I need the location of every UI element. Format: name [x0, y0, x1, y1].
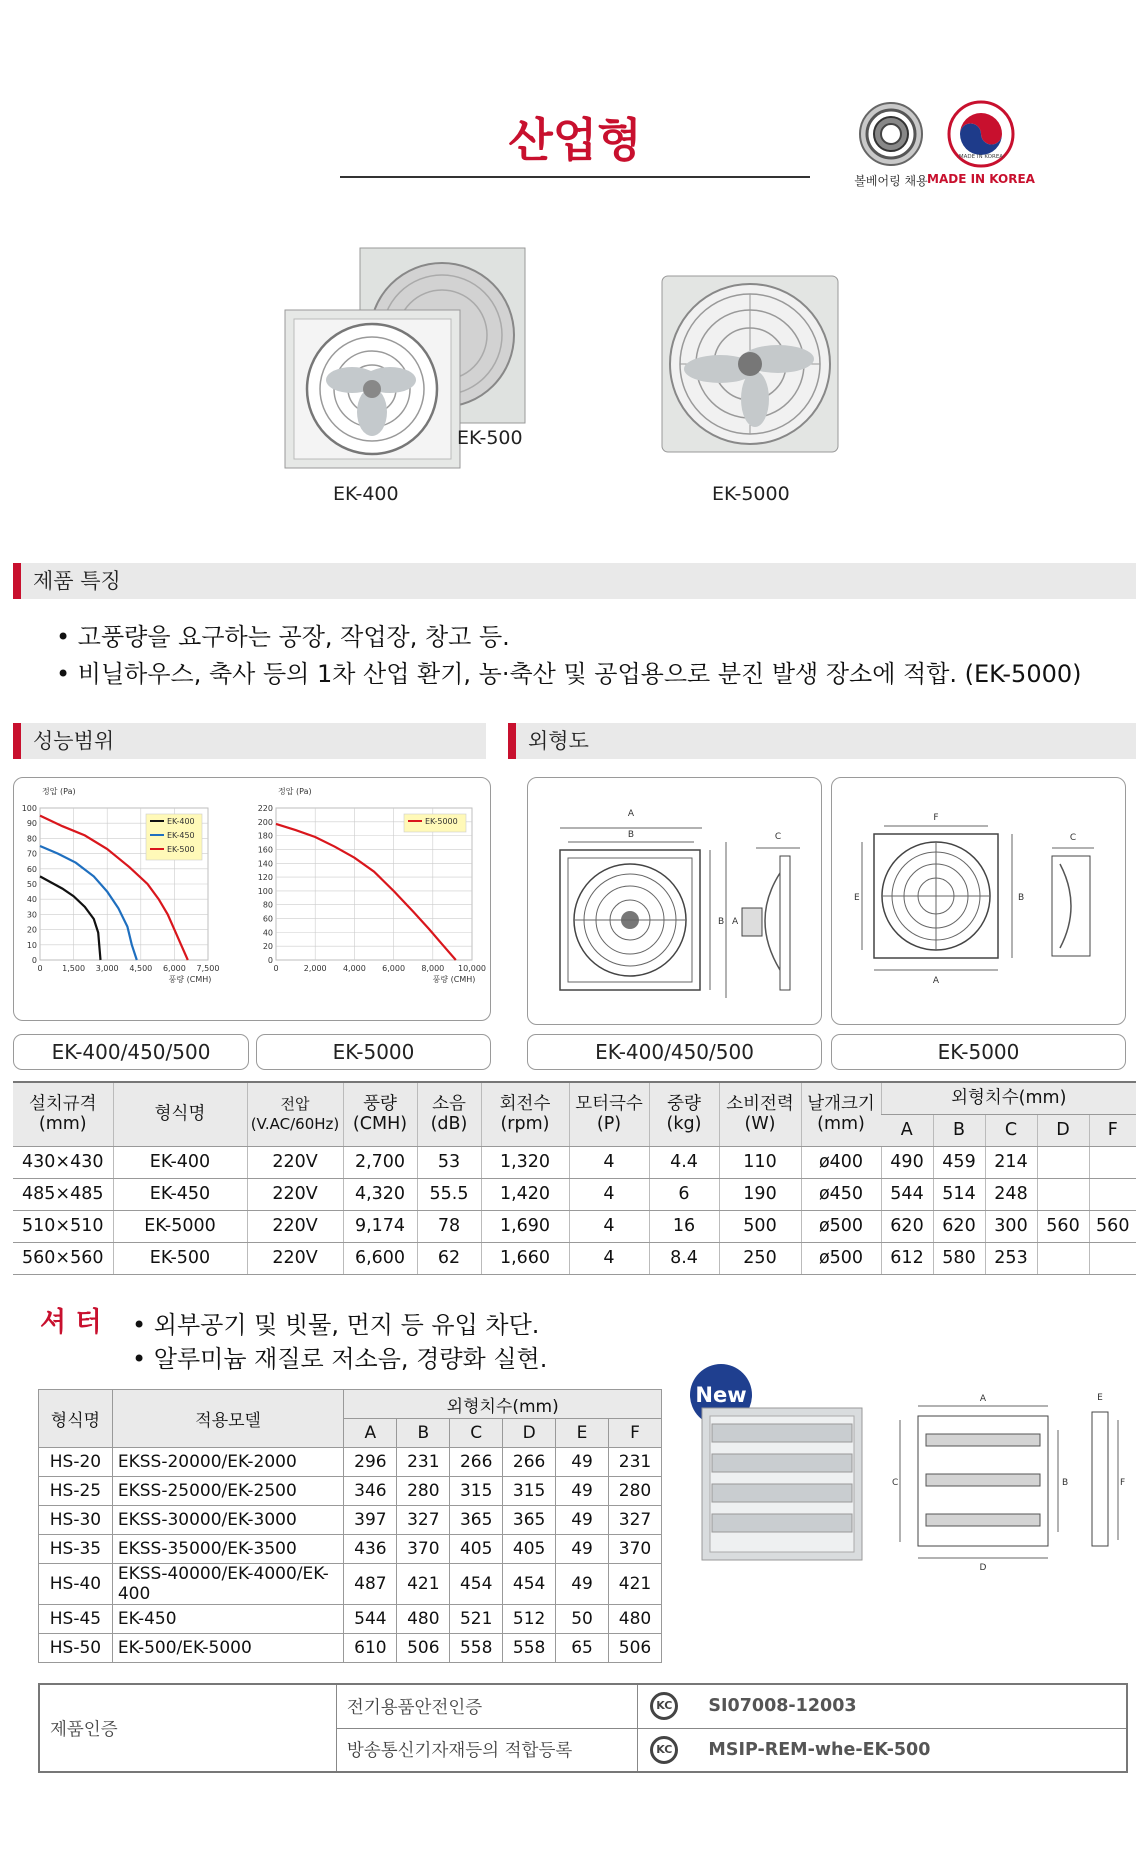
- shutter-row: [39, 1477, 662, 1506]
- spec-table: [13, 1081, 1136, 1275]
- dim-e: E: [854, 893, 860, 903]
- certification-label: 제품인증: [39, 1684, 336, 1772]
- chart-y-tick: 200: [257, 817, 273, 827]
- spec-cell: 1,420: [481, 1178, 569, 1210]
- shutter-cell: 421: [608, 1564, 661, 1605]
- chart-y-tick: 50: [26, 880, 37, 889]
- chart-y-tick: 0: [267, 956, 273, 965]
- spec-cell: 4: [569, 1146, 649, 1178]
- shutter-table: [38, 1389, 662, 1663]
- spec-cell: 248: [985, 1178, 1037, 1210]
- shutter-header-applies: 적용모델: [112, 1390, 344, 1448]
- spec-header-dims: 외형치수(mm): [881, 1082, 1136, 1114]
- shutter-cell: 231: [397, 1448, 450, 1477]
- chart-y-label: 정압 (Pa): [278, 787, 312, 796]
- spec-cell: 4: [569, 1178, 649, 1210]
- shutter-cell: HS-40: [39, 1564, 113, 1605]
- shutter-cell: 327: [608, 1506, 661, 1535]
- spec-cell: [1089, 1242, 1136, 1274]
- spec-cell: 4: [569, 1210, 649, 1242]
- certification-name: 방송통신기자재등의 적합등록: [336, 1728, 637, 1772]
- spec-header-volt: 전압 (V.AC/60Hz): [247, 1082, 343, 1146]
- chart-y-tick: 10: [26, 940, 37, 950]
- shutter-cell: 280: [397, 1477, 450, 1506]
- shutter-cell: 49: [556, 1535, 609, 1564]
- spec-row: [13, 1178, 1136, 1210]
- chart-x-tick: 6,000: [162, 964, 186, 973]
- ek-5000-photo: [660, 274, 840, 454]
- spec-dim-col: A: [881, 1114, 933, 1146]
- shutter-cell: HS-20: [39, 1448, 113, 1477]
- shutter-cell: 315: [450, 1477, 503, 1506]
- shutter-cell: 49: [556, 1506, 609, 1535]
- chart-y-tick: 60: [262, 914, 273, 924]
- certification-number: SI07008-12003: [708, 1696, 857, 1717]
- performance-label-2: EK-5000: [256, 1034, 491, 1070]
- spec-cell: 78: [417, 1210, 481, 1242]
- spec-header-flow: 풍량 (CMH): [343, 1082, 417, 1146]
- dim-b: B: [627, 830, 635, 840]
- shutter-cell: 454: [503, 1564, 556, 1605]
- shutter-cell: 436: [344, 1535, 397, 1564]
- performance-label-1: EK-400/450/500: [13, 1034, 249, 1070]
- chart-y-tick: 120: [257, 873, 273, 883]
- shutter-row: [39, 1634, 662, 1663]
- spec-cell: 110: [719, 1146, 801, 1178]
- chart-legend-label: EK-5000: [425, 817, 458, 826]
- spec-cell: 214: [985, 1146, 1037, 1178]
- chart-x-tick: 3,000: [95, 964, 119, 973]
- certification-number-cell: [638, 1728, 1127, 1772]
- spec-row: [13, 1146, 1136, 1178]
- shutter-cell: EKSS-20000/EK-2000: [112, 1448, 344, 1477]
- chart-y-tick: 160: [257, 845, 273, 855]
- performance-heading: 성능범위: [13, 723, 486, 759]
- spec-cell: 300: [985, 1210, 1037, 1242]
- shutter-cell: EKSS-30000/EK-3000: [112, 1506, 344, 1535]
- shutter-cell: 544: [344, 1605, 397, 1634]
- shutter-dim-col: B: [397, 1419, 450, 1448]
- certification-name: 전기용품안전인증: [336, 1684, 637, 1728]
- certification-number: MSIP-REM-whe-EK-500: [708, 1739, 931, 1760]
- spec-cell: 500: [719, 1210, 801, 1242]
- page-title: 산업형: [508, 113, 642, 167]
- shutter-cell: 365: [450, 1506, 503, 1535]
- chart-y-tick: 80: [26, 834, 37, 844]
- spec-cell: 220V: [247, 1178, 343, 1210]
- kc-mark-icon: KC: [650, 1692, 678, 1720]
- shutter-cell: 370: [397, 1535, 450, 1564]
- chart-y-tick: 30: [26, 910, 37, 920]
- spec-cell: [1037, 1242, 1089, 1274]
- spec-cell: ø500: [801, 1210, 881, 1242]
- outline-heading: 외형도: [508, 723, 1136, 759]
- shutter-dim-col: A: [344, 1419, 397, 1448]
- spec-cell: 6,600: [343, 1242, 417, 1274]
- shutter-cell: 405: [503, 1535, 556, 1564]
- shutter-header-model: 형식명: [39, 1390, 113, 1448]
- chart-x-tick: 4,000: [342, 964, 366, 973]
- spec-cell: 62: [417, 1242, 481, 1274]
- chart-y-tick: 40: [26, 895, 37, 905]
- shutter-cell: HS-50: [39, 1634, 113, 1663]
- shutter-dim-col: D: [503, 1419, 556, 1448]
- spec-cell: [1037, 1146, 1089, 1178]
- korea-flag-icon: [946, 98, 1016, 170]
- shutter-row: [39, 1564, 662, 1605]
- shutter-cell: 327: [397, 1506, 450, 1535]
- chart-y-tick: 60: [26, 864, 37, 874]
- shutter-cell: 296: [344, 1448, 397, 1477]
- spec-cell: 190: [719, 1178, 801, 1210]
- spec-cell: 514: [933, 1178, 985, 1210]
- shutter-cell: 397: [344, 1506, 397, 1535]
- spec-cell: 560×560: [13, 1242, 113, 1274]
- shutter-dim-c: C: [892, 1478, 899, 1488]
- shutter-cell: 231: [608, 1448, 661, 1477]
- spec-header-power: 소비전력 (W): [719, 1082, 801, 1146]
- shutter-cell: HS-45: [39, 1605, 113, 1634]
- shutter-cell: 49: [556, 1564, 609, 1605]
- shutter-cell: 65: [556, 1634, 609, 1663]
- chart-legend-label: EK-450: [167, 831, 195, 840]
- spec-row: [13, 1242, 1136, 1274]
- spec-dim-col: C: [985, 1114, 1037, 1146]
- shutter-cell: 370: [608, 1535, 661, 1564]
- spec-header-blade: 날개크기 (mm): [801, 1082, 881, 1146]
- spec-cell: EK-450: [113, 1178, 247, 1210]
- certification-number-cell: [638, 1684, 1127, 1728]
- shutter-cell: 512: [503, 1605, 556, 1634]
- spec-cell: 8.4: [649, 1242, 719, 1274]
- shutter-cell: EKSS-40000/EK-4000/EK-400: [112, 1564, 344, 1605]
- dim-a-vertical: A: [732, 917, 739, 927]
- chart-x-tick: 4,500: [129, 964, 153, 973]
- chart-legend-label: EK-400: [167, 817, 195, 826]
- shutter-cell: 266: [503, 1448, 556, 1477]
- spec-cell: 53: [417, 1146, 481, 1178]
- spec-cell: 2,700: [343, 1146, 417, 1178]
- chart-x-tick: 10,000: [458, 964, 486, 973]
- dim-a: A: [627, 809, 635, 819]
- shutter-dim-col: C: [450, 1419, 503, 1448]
- dim-f: F: [933, 813, 939, 823]
- shutter-title: 셔 터: [40, 1307, 102, 1338]
- made-in-korea-label: MADE IN KOREA: [927, 172, 1035, 186]
- shutter-cell: 558: [450, 1634, 503, 1663]
- shutter-cell: 558: [503, 1634, 556, 1663]
- shutter-cell: EK-450: [112, 1605, 344, 1634]
- spec-cell: 560: [1089, 1210, 1136, 1242]
- chart-y-tick: 70: [26, 849, 37, 859]
- chart-y-tick: 40: [262, 928, 273, 938]
- spec-cell: 220V: [247, 1242, 343, 1274]
- shutter-row: [39, 1605, 662, 1634]
- shutter-cell: 346: [344, 1477, 397, 1506]
- title-underline: [340, 176, 810, 178]
- spec-cell: 253: [985, 1242, 1037, 1274]
- shutter-cell: 487: [344, 1564, 397, 1605]
- spec-cell: 612: [881, 1242, 933, 1274]
- ek-5000-label: EK-5000: [712, 483, 790, 505]
- shutter-dim-col: F: [608, 1419, 661, 1448]
- performance-chart-panel: [13, 777, 491, 1021]
- kc-mark-icon: KC: [650, 1736, 678, 1764]
- chart-y-tick: 100: [21, 804, 37, 813]
- shutter-dim-a: A: [979, 1394, 987, 1404]
- spec-cell: 9,174: [343, 1210, 417, 1242]
- spec-cell: 220V: [247, 1210, 343, 1242]
- chart-x-label: 풍량 (CMH): [168, 975, 212, 984]
- spec-cell: 4,320: [343, 1178, 417, 1210]
- shutter-dim-f: F: [1120, 1478, 1126, 1488]
- chart-legend-label: EK-500: [167, 845, 195, 854]
- shutter-dim-e: E: [1097, 1393, 1103, 1403]
- feature-item: • 고풍량을 요구하는 공장, 작업장, 창고 등.: [56, 623, 510, 651]
- shutter-cell: 506: [608, 1634, 661, 1663]
- outline-label-1: EK-400/450/500: [527, 1034, 822, 1070]
- shutter-cell: 49: [556, 1448, 609, 1477]
- shutter-cell: 421: [397, 1564, 450, 1605]
- shutter-cell: HS-25: [39, 1477, 113, 1506]
- spec-cell: EK-5000: [113, 1210, 247, 1242]
- spec-cell: 510×510: [13, 1210, 113, 1242]
- korea-badge-inner-text: MADE IN KOREA: [958, 154, 1004, 160]
- dim-a-bottom: A: [932, 976, 940, 986]
- shutter-cell: EK-500/EK-5000: [112, 1634, 344, 1663]
- dim-b-vertical: B: [718, 917, 725, 927]
- chart-x-tick: 0: [37, 964, 43, 973]
- shutter-table-body: [39, 1448, 662, 1663]
- chart-y-tick: 20: [26, 925, 37, 935]
- spec-cell: EK-400: [113, 1146, 247, 1178]
- spec-header-weight: 중량 (kg): [649, 1082, 719, 1146]
- shutter-row: [39, 1535, 662, 1564]
- performance-charts: [14, 778, 492, 1022]
- dim-c-side: C: [1069, 833, 1077, 843]
- shutter-cell: HS-30: [39, 1506, 113, 1535]
- shutter-cell: 610: [344, 1634, 397, 1663]
- spec-cell: [1089, 1178, 1136, 1210]
- chart-y-label: 정압 (Pa): [42, 787, 76, 796]
- chart-x-tick: 8,000: [421, 964, 445, 973]
- chart-x-tick: 7,500: [196, 964, 220, 973]
- ball-bearing-icon: [856, 98, 926, 170]
- shutter-cell: 405: [450, 1535, 503, 1564]
- chart-y-tick: 180: [257, 831, 273, 841]
- shutter-cell: 480: [397, 1605, 450, 1634]
- chart-y-tick: 80: [262, 900, 273, 910]
- shutter-cell: 454: [450, 1564, 503, 1605]
- shutter-cell: 280: [608, 1477, 661, 1506]
- spec-row: [13, 1210, 1136, 1242]
- spec-cell: 490: [881, 1146, 933, 1178]
- outline-label-2: EK-5000: [831, 1034, 1126, 1070]
- spec-cell: 1,320: [481, 1146, 569, 1178]
- shutter-dim-b: B: [1062, 1478, 1069, 1488]
- spec-cell: 580: [933, 1242, 985, 1274]
- features-heading: 제품 특징: [13, 563, 1136, 599]
- chart-x-tick: 0: [273, 964, 279, 973]
- spec-cell: [1037, 1178, 1089, 1210]
- spec-cell: 220V: [247, 1146, 343, 1178]
- spec-cell: 250: [719, 1242, 801, 1274]
- spec-dim-col: B: [933, 1114, 985, 1146]
- dim-b-right: B: [1018, 893, 1025, 903]
- spec-cell: 6: [649, 1178, 719, 1210]
- certification-table: [38, 1683, 1128, 1773]
- spec-cell: ø500: [801, 1242, 881, 1274]
- outline-drawing-ek5000: [831, 777, 1126, 1025]
- spec-cell: 16: [649, 1210, 719, 1242]
- chart-x-tick: 6,000: [382, 964, 406, 973]
- spec-cell: 459: [933, 1146, 985, 1178]
- chart-y-tick: 20: [262, 942, 273, 952]
- chart-x-label: 풍량 (CMH): [432, 975, 476, 984]
- spec-header-size: 설치규격 (mm): [13, 1082, 113, 1146]
- shutter-cell: 521: [450, 1605, 503, 1634]
- spec-cell: 485×485: [13, 1178, 113, 1210]
- spec-header-model: 형식명: [113, 1082, 247, 1146]
- spec-dim-col: D: [1037, 1114, 1089, 1146]
- spec-cell: 4.4: [649, 1146, 719, 1178]
- shutter-cell: 506: [397, 1634, 450, 1663]
- spec-cell: 430×430: [13, 1146, 113, 1178]
- chart-y-tick: 220: [257, 804, 273, 813]
- spec-cell: 544: [881, 1178, 933, 1210]
- chart-x-tick: 1,500: [62, 964, 86, 973]
- shutter-cell: 266: [450, 1448, 503, 1477]
- shutter-cell: 480: [608, 1605, 661, 1634]
- shutter-cell: 49: [556, 1477, 609, 1506]
- shutter-bullet: • 알루미늄 재질로 저소음, 경량화 실현.: [132, 1345, 548, 1373]
- shutter-cell: 315: [503, 1477, 556, 1506]
- new-badge: New: [690, 1364, 752, 1426]
- spec-cell: 1,660: [481, 1242, 569, 1274]
- spec-dim-col: F: [1089, 1114, 1136, 1146]
- spec-cell: 55.5: [417, 1178, 481, 1210]
- spec-header-rpm: 회전수 (rpm): [481, 1082, 569, 1146]
- shutter-cell: EKSS-25000/EK-2500: [112, 1477, 344, 1506]
- chart-y-tick: 0: [31, 956, 37, 965]
- spec-cell: [1089, 1146, 1136, 1178]
- chart-y-tick: 90: [26, 819, 37, 829]
- shutter-dim-col: E: [556, 1419, 609, 1448]
- shutter-cell: HS-35: [39, 1535, 113, 1564]
- shutter-cell: EKSS-35000/EK-3500: [112, 1535, 344, 1564]
- spec-cell: EK-500: [113, 1242, 247, 1274]
- outline-drawing-ek400: [527, 777, 822, 1025]
- shutter-row: [39, 1448, 662, 1477]
- shutter-row: [39, 1506, 662, 1535]
- ball-bearing-label: 볼베어링 채용: [854, 174, 928, 188]
- shutter-photo: [700, 1406, 865, 1564]
- chart-y-tick: 140: [257, 859, 273, 869]
- spec-cell: ø400: [801, 1146, 881, 1178]
- feature-item: • 비닐하우스, 축사 등의 1차 산업 환기, 농·축산 및 공업용으로 분진 발생 장소에 적합. (EK-5000): [56, 660, 1082, 688]
- spec-header-noise: 소음 (dB): [417, 1082, 481, 1146]
- spec-cell: 620: [881, 1210, 933, 1242]
- spec-cell: ø450: [801, 1178, 881, 1210]
- shutter-header-dims: 외형치수(mm): [344, 1390, 662, 1419]
- shutter-drawing: [880, 1390, 1130, 1572]
- shutter-bullet: • 외부공기 및 빗물, 먼지 등 유입 차단.: [132, 1311, 540, 1339]
- spec-cell: 620: [933, 1210, 985, 1242]
- shutter-cell: 365: [503, 1506, 556, 1535]
- chart-y-tick: 100: [257, 886, 273, 896]
- spec-cell: 1,690: [481, 1210, 569, 1242]
- spec-table-body: [13, 1146, 1136, 1274]
- spec-cell: 4: [569, 1242, 649, 1274]
- shutter-dim-d: D: [979, 1563, 987, 1572]
- spec-cell: 560: [1037, 1210, 1089, 1242]
- spec-header-poles: 모터극수 (P): [569, 1082, 649, 1146]
- ek-400-label: EK-400: [333, 483, 399, 505]
- chart-x-tick: 2,000: [303, 964, 327, 973]
- dim-c: C: [774, 832, 782, 842]
- shutter-cell: 50: [556, 1605, 609, 1634]
- ek-500-label: EK-500: [457, 427, 523, 449]
